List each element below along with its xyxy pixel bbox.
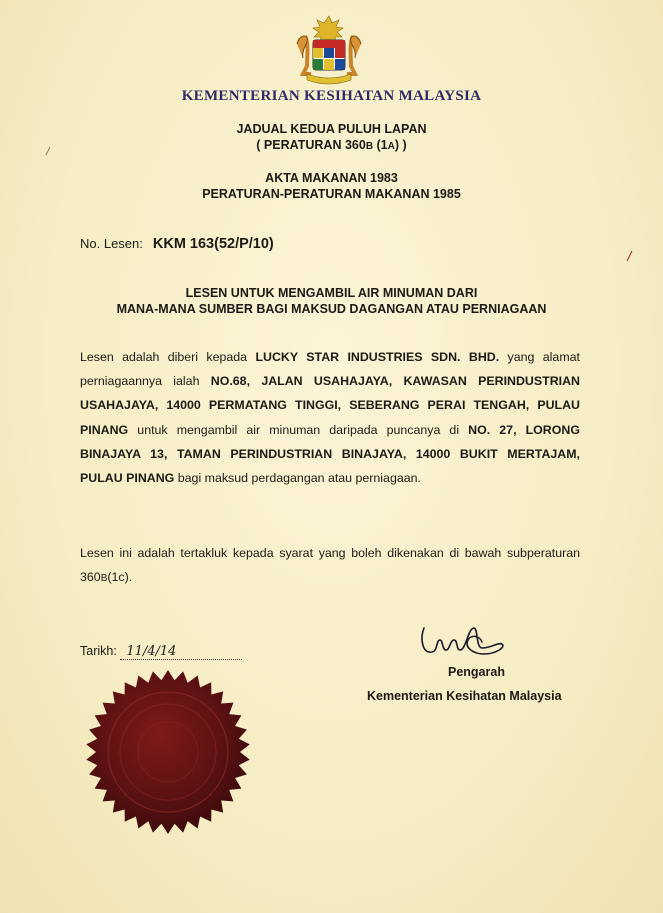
business-address: NO.68, JALAN USAHAJAYA, KAWASAN PERINDUSTRIAN USAHAJAYA, 14000 PERMATANG TINGGI, SEBERANG PERAI TENGAH, PULAU PINANG — [80, 374, 580, 437]
company-name: LUCKY STAR INDUSTRIES SDN. BHD. — [255, 350, 500, 364]
license-number-value: KKM 163(52/P/10) — [152, 236, 274, 252]
signature-icon — [418, 620, 518, 668]
schedule-title: JADUAL KEDUA PULUH LAPAN — [236, 122, 427, 136]
act-name: AKTA MAKANAN 1983 — [265, 171, 398, 185]
license-body-paragraph: Lesen adalah diberi kepada LUCKY STAR INDUSTRIES SDN. BHD. yang alamat perniagaannya ialah NO.68, JALAN USAHAJAYA, KAWASAN PERINDUSTRIAN USAHAJAYA, 14000 PERMATANG TINGGI, SEBERANG PERAI TENGAH, PULAU PINANG untuk mengambil air minuman daripada puncanya di NO. 27, LORONG BINAJAYA 13, TAMAN PERINDUSTRIAN BINAJAYA, 14000 BUKIT MERTAJAM, PULAU PINANG bagi maksud perdagangan atau perniagaan. — [80, 350, 580, 486]
conditions-paragraph: Lesen ini adalah tertakluk kepada syarat yang boleh dikenakan di bawah subperaturan 360B(1c). — [80, 546, 580, 585]
signatory-title: Pengarah — [448, 665, 505, 679]
date-label: Tarikh: — [80, 644, 117, 658]
license-title-line1: LESEN UNTUK MENGAMBIL AIR MINUMAN DARI — [185, 286, 478, 300]
license-number-row — [80, 236, 274, 252]
license-number-label: No. Lesen: — [80, 236, 143, 251]
date-row — [80, 644, 242, 660]
stray-mark-icon — [44, 146, 52, 156]
license-title-line2: MANA-MANA SUMBER BAGI MAKSUD DAGANGAN ATAU PERNIAGAAN — [116, 302, 547, 316]
ministry-header: KEMENTERIAN KESIHATAN MALAYSIA — [181, 88, 482, 104]
wax-seal-icon — [84, 668, 252, 836]
signatory-organization: Kementerian Kesihatan Malaysia — [367, 689, 562, 703]
stray-mark-icon — [624, 250, 634, 262]
regulations-name: PERATURAN-PERATURAN MAKANAN 1985 — [202, 187, 461, 201]
coat-of-arms-icon — [283, 14, 375, 86]
regulation-reference: ( PERATURAN 360B (1A) ) — [256, 138, 407, 152]
source-address: NO. 27, LORONG BINAJAYA 13, TAMAN PERINDUSTRIAN BINAJAYA, 14000 BUKIT MERTAJAM, PULAU PINANG — [80, 422, 580, 486]
date-value: 11/4/14 — [120, 644, 242, 660]
